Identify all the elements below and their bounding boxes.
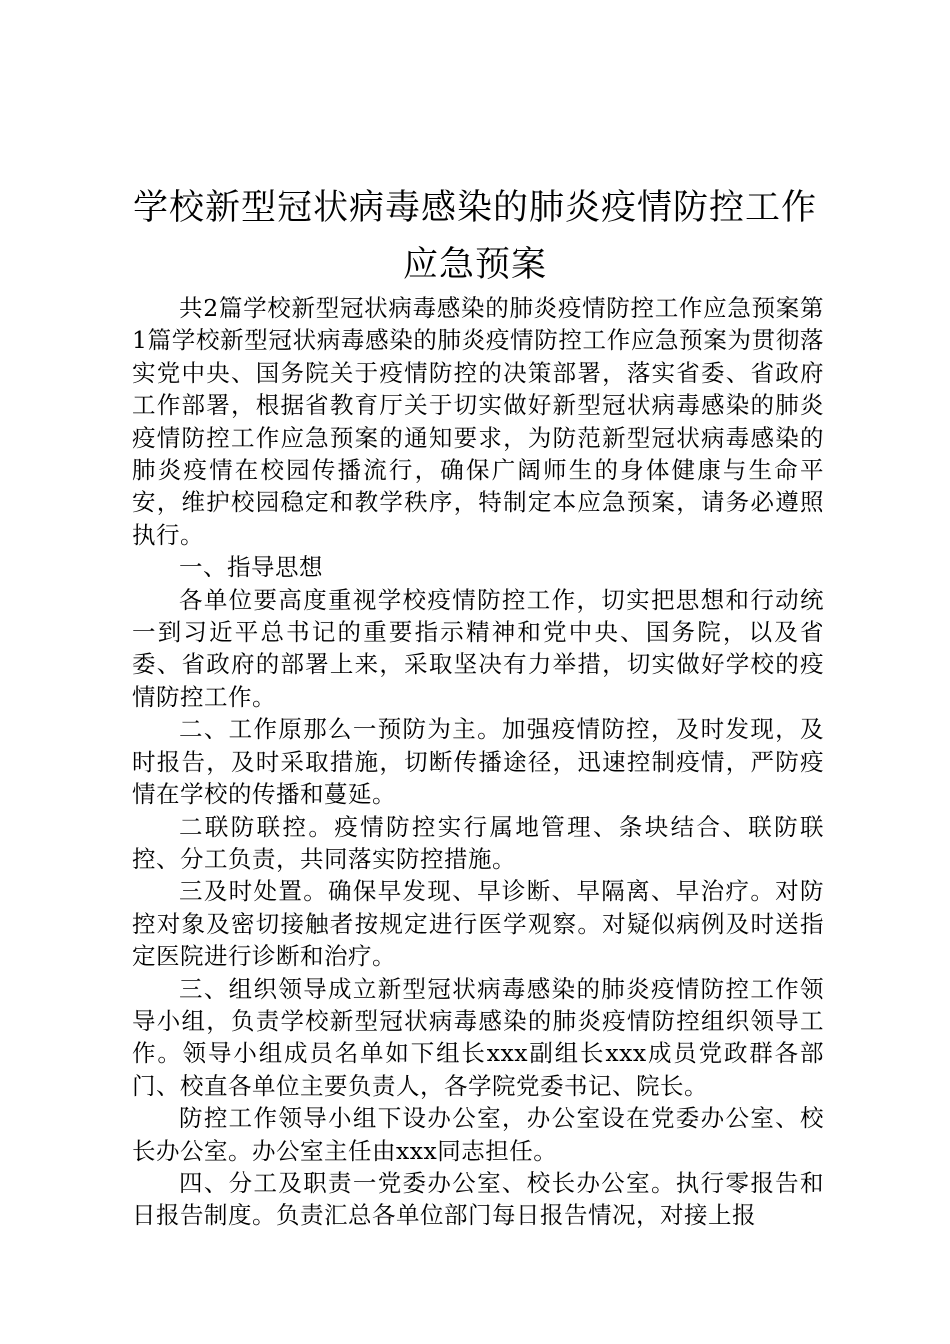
document-body	[132, 292, 824, 1232]
document-title-line-2: 应急预案	[402, 245, 547, 285]
section-heading-guiding-ideology: 一、指导思想	[179, 553, 323, 582]
paragraph-duties: 四、分工及职责一党委办公室、校长办公室。执行零报告和日报告制度。负责汇总各单位部门每日报告情况，对接上报	[132, 1168, 824, 1230]
paragraph-office: 防控工作领导小组下设办公室，办公室设在党委办公室、校长办公室。办公室主任由xxx同志担任。	[132, 1104, 824, 1165]
document-title-line-1: 学校新型冠状病毒感染的肺炎疫情防控工作	[132, 188, 817, 228]
paragraph-guiding-ideology: 各单位要高度重视学校疫情防控工作，切实把思想和行动统一到习近平总书记的重要指示精神和党中央、国务院，以及省委、省政府的部署上来，采取坚决有力举措，切实做好学校的疫情防控工作。	[132, 585, 824, 711]
paragraph-work-principles: 二、工作原那么一预防为主。加强疫情防控，及时发现，及时报告，及时采取措施，切断传播途径，迅速控制疫情，严防疫情在学校的传播和蔓延。	[132, 715, 824, 809]
paragraph-joint-prevention: 二联防联控。疫情防控实行属地管理、条块结合、联防联控、分工负责，共同落实防控措施。	[132, 812, 824, 873]
paragraph-timely-handling: 三及时处置。确保早发现、早诊断、早隔离、早治疗。对防控对象及密切接触者按规定进行医学观察。对疑似病例及时送指定医院进行诊断和治疗。	[132, 877, 824, 971]
paragraph-organization-leadership: 三、组织领导成立新型冠状病毒感染的肺炎疫情防控工作领导小组，负责学校新型冠状病毒感染的肺炎疫情防控组织领导工作。领导小组成员名单如下组长xxx副组长xxx成员党政群各部门、校直各单位主要负责人，各学院党委书记、院长。	[132, 974, 824, 1100]
paragraph-intro: 共2篇学校新型冠状病毒感染的肺炎疫情防控工作应急预案第1篇学校新型冠状病毒感染的肺炎疫情防控工作应急预案为贯彻落实党中央、国务院关于疫情防控的决策部署，落实省委、省政府工作部署，根据省教育厅关于切实做好新型冠状病毒感染的肺炎疫情防控工作应急预案的通知要求，为防范新型冠状病毒感染的肺炎疫情在校园传播流行，确保广阔师生的身体健康与生命平安，维护校园稳定和教学秩序，特制定本应急预案，请务必遵照执行。	[132, 294, 824, 549]
